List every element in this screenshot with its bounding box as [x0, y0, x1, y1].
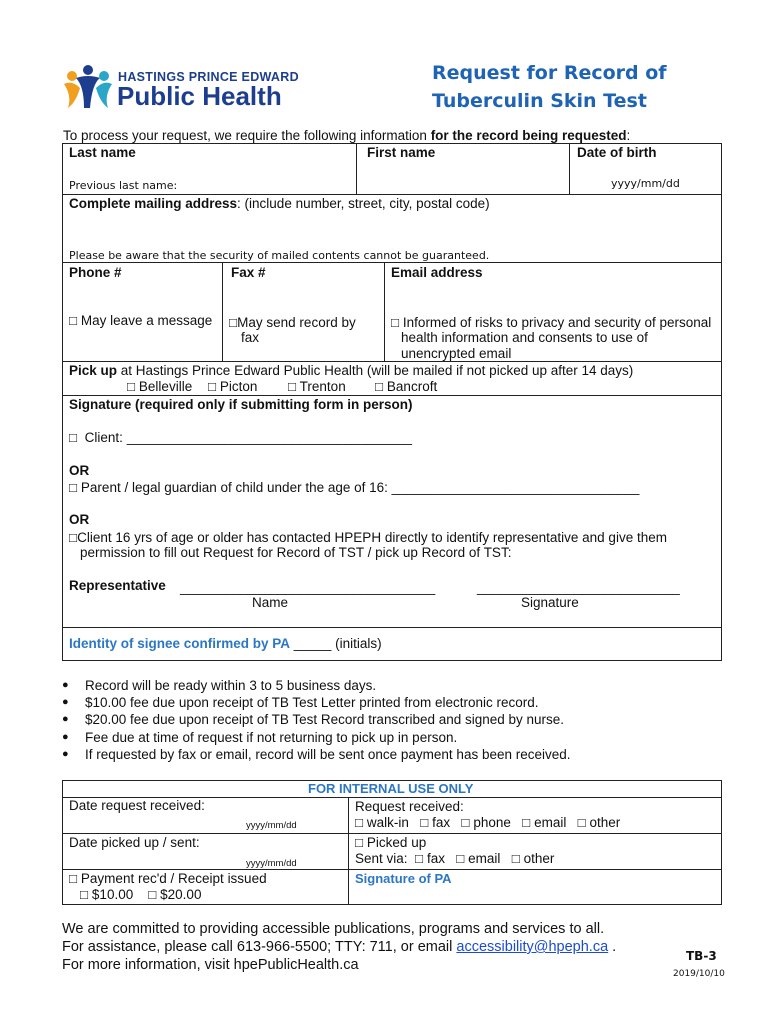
footer-line2: For assistance, please call 613-966-5500; TTY: 711, or email accessibility@hpeph.ca .: [62, 939, 617, 955]
method-fax-checkbox[interactable]: □ fax: [420, 815, 451, 830]
representative-name-line[interactable]: __________________________________: [180, 580, 436, 595]
checkbox-icon: □: [391, 315, 400, 330]
signature-heading: Signature (required only if submitting form in person): [69, 397, 413, 412]
date-received-format: yyyy/mm/dd: [246, 820, 297, 831]
client-signature-checkbox[interactable]: □ Client: ______________________________________: [69, 430, 412, 445]
may-leave-message-checkbox[interactable]: □ May leave a message: [69, 313, 213, 328]
bullet-icon: ●: [62, 731, 69, 743]
bullet-icon: ●: [62, 713, 69, 725]
dob-format: yyyy/mm/dd: [611, 177, 680, 190]
checkbox-icon: □: [522, 815, 531, 830]
checkbox-icon: □: [127, 379, 136, 394]
form-date: 2019/10/10: [673, 969, 725, 979]
accessibility-email-link[interactable]: accessibility@hpeph.ca: [456, 939, 609, 955]
method-other-checkbox[interactable]: □ other: [577, 815, 621, 830]
previous-last-name-label: Previous last name:: [69, 179, 178, 192]
informed-risks-line2: health information and consents to use of: [401, 330, 648, 345]
amounts-row: [80, 887, 201, 903]
checkbox-icon: □: [420, 815, 429, 830]
checkbox-icon: □: [69, 871, 78, 886]
list-item: Fee due at time of request if not returning to pick up in person.: [85, 730, 458, 745]
representative-label: Representative: [69, 578, 166, 593]
email-label: Email address: [391, 265, 483, 280]
pickup-trenton-checkbox[interactable]: □ Trenton: [288, 379, 346, 394]
security-note: Please be aware that the security of mailed contents cannot be guaranteed.: [69, 249, 490, 262]
informed-risks-checkbox[interactable]: □ Informed of risks to privacy and security of personal: [391, 315, 712, 330]
list-item: If requested by fax or email, record will be sent once payment has been received.: [85, 747, 571, 762]
list-item: $10.00 fee due upon receipt of TB Test Letter printed from electronic record.: [85, 695, 539, 710]
informed-risks-line3: unencrypted email: [401, 346, 512, 361]
request-methods: [355, 815, 620, 831]
address-label: Complete mailing address: (include number, street, city, postal code): [69, 196, 490, 211]
dob-label: Date of birth: [577, 145, 657, 160]
logo-line1: HASTINGS PRINCE EDWARD: [118, 70, 299, 84]
signature-pa-label: Signature of PA: [355, 871, 452, 886]
pickup-belleville-checkbox[interactable]: □ Belleville: [127, 379, 193, 394]
checkbox-icon: □: [80, 887, 89, 902]
checkbox-icon: □: [355, 815, 364, 830]
checkbox-icon: □: [69, 480, 78, 495]
date-picked-up-format: yyyy/mm/dd: [246, 858, 297, 869]
checkbox-icon: □: [69, 313, 78, 328]
logo: [62, 64, 302, 114]
people-logo-icon: [62, 64, 114, 110]
client16-checkbox[interactable]: □Client 16 yrs of age or older has contacted HPEPH directly to identify representative and give them: [69, 530, 667, 545]
method-walk-in-checkbox[interactable]: □ walk-in: [355, 815, 409, 830]
amount-20-checkbox[interactable]: □ $20.00: [148, 887, 202, 902]
checkbox-icon: □: [577, 815, 586, 830]
checkbox-icon: □: [511, 851, 520, 866]
intro-text: To process your request, we require the following information for the record being requested:: [63, 128, 631, 143]
sent-email-checkbox[interactable]: □ email: [456, 851, 501, 866]
page-title-line2: Tuberculin Skin Test: [432, 90, 647, 112]
form-code: TB-3: [686, 949, 717, 963]
list-item: $20.00 fee due upon receipt of TB Test Record transcribed and signed by nurse.: [85, 712, 565, 727]
representative-signature-line[interactable]: ___________________________: [477, 580, 680, 595]
logo-line2: Public Health: [117, 81, 282, 111]
bullet-icon: ●: [62, 696, 69, 708]
may-send-fax-checkbox[interactable]: □May send record by: [229, 315, 356, 330]
pickup-bancroft-checkbox[interactable]: □ Bancroft: [375, 379, 438, 394]
checkbox-icon: □: [148, 887, 157, 902]
sent-via-row: Sent via: □ fax □ email □ other: [355, 851, 555, 866]
phone-label: Phone #: [69, 265, 122, 280]
payment-checkbox[interactable]: □ Payment rec'd / Receipt issued: [69, 871, 267, 886]
list-item: Record will be ready within 3 to 5 business days.: [85, 678, 377, 693]
request-received-label: Request received:: [355, 799, 464, 814]
picked-up-checkbox[interactable]: □ Picked up: [355, 835, 427, 850]
name-caption: Name: [252, 595, 289, 610]
amount-10-checkbox[interactable]: □ $10.00: [80, 887, 134, 902]
checkbox-icon: □: [355, 835, 364, 850]
sent-fax-checkbox[interactable]: □ fax: [415, 851, 445, 866]
date-received-label: Date request received:: [69, 798, 205, 813]
may-send-fax-line2: fax: [241, 330, 260, 345]
last-name-label: Last name: [69, 145, 136, 160]
checkbox-icon: □: [208, 379, 217, 394]
bullet-icon: ●: [62, 679, 69, 691]
method-phone-checkbox[interactable]: □ phone: [461, 815, 511, 830]
checkbox-icon: □: [69, 530, 78, 545]
signature-caption: Signature: [521, 595, 579, 610]
identity-confirmed: Identity of signee confirmed by PA _____ (initials): [69, 636, 382, 651]
client16-line2: permission to fill out Request for Record of TST / pick up Record of TST:: [80, 545, 512, 560]
checkbox-icon: □: [415, 851, 424, 866]
checkbox-icon: □: [69, 430, 78, 445]
footer-line3: For more information, visit hpePublicHealth.ca: [62, 957, 359, 973]
checkbox-icon: □: [288, 379, 297, 394]
footer-line1: We are committed to providing accessible publications, programs and services to all.: [62, 921, 605, 937]
pickup-picton-checkbox[interactable]: □ Picton: [208, 379, 258, 394]
pickup-text: Pick up at Hastings Prince Edward Public Health (will be mailed if not picked up after 14 days): [69, 363, 634, 378]
or-label-1: OR: [69, 463, 90, 478]
method-email-checkbox[interactable]: □ email: [522, 815, 567, 830]
first-name-label: First name: [367, 145, 436, 160]
guardian-checkbox[interactable]: □ Parent / legal guardian of child under the age of 16: _________________________________: [69, 480, 640, 495]
internal-use-heading: FOR INTERNAL USE ONLY: [308, 781, 474, 796]
page-title-line1: Request for Record of: [432, 62, 667, 84]
or-label-2: OR: [69, 512, 90, 527]
bullet-icon: ●: [62, 748, 69, 760]
checkbox-icon: □: [461, 815, 470, 830]
checkbox-icon: □: [375, 379, 384, 394]
fax-label: Fax #: [231, 265, 266, 280]
checkbox-icon: □: [229, 315, 238, 330]
checkbox-icon: □: [456, 851, 465, 866]
date-picked-up-label: Date picked up / sent:: [69, 835, 200, 850]
sent-other-checkbox[interactable]: □ other: [511, 851, 555, 866]
